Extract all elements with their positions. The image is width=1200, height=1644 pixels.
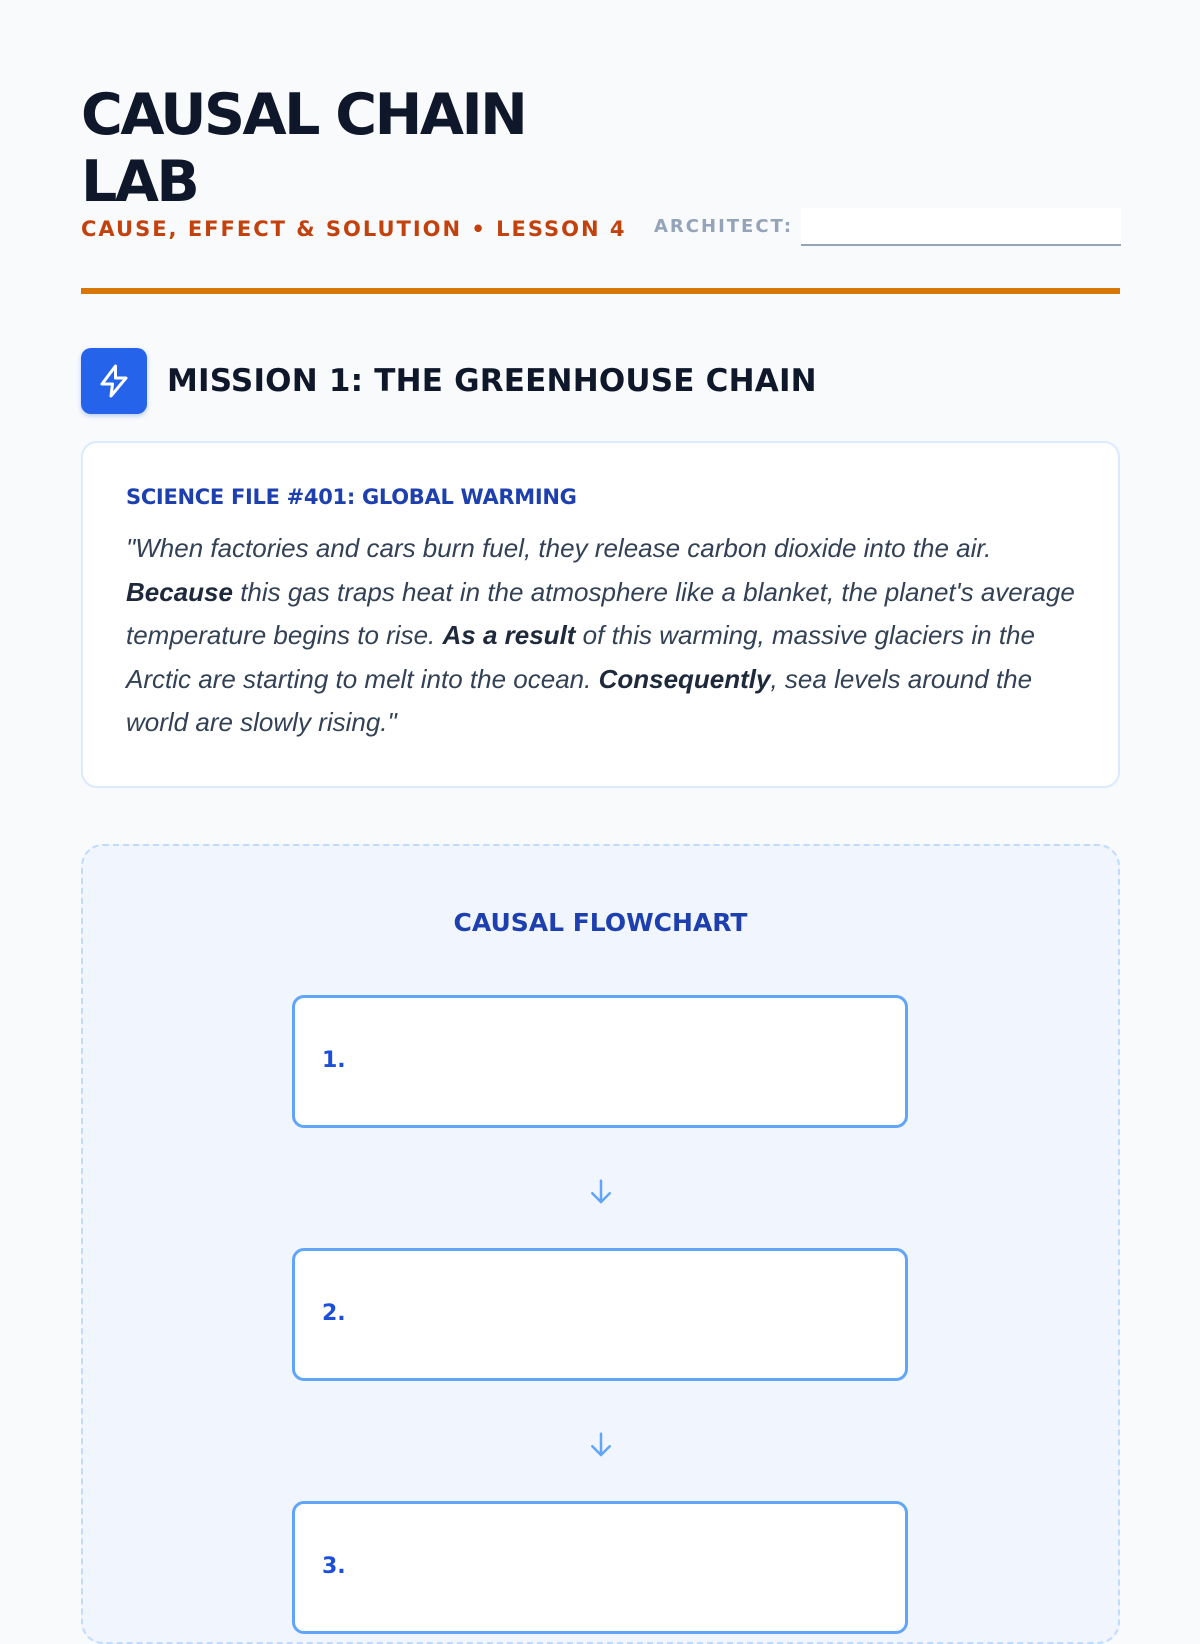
page-subtitle: CAUSE, EFFECT & SOLUTION • LESSON 4 [81,217,627,241]
causal-flowchart-panel [81,844,1120,1644]
science-file-text-part: of this warming, massive glaciers in the Arctic are starting to melt into the ocean. [126,620,1035,694]
step-2-input[interactable] [359,1281,883,1353]
architect-label: ARCHITECT: [654,216,794,237]
step-number: 3. [322,1554,346,1579]
page-title: CAUSAL CHAIN LAB [81,82,526,215]
architect-name-input[interactable] [801,208,1121,246]
flowchart-step-2 [292,1248,908,1381]
science-file-text-part: , sea levels around the world are slowly rising." [126,663,1033,737]
step-3-input[interactable] [359,1534,883,1606]
science-file-heading: SCIENCE FILE #401: GLOBAL WARMING [126,485,577,509]
lightning-bolt-icon [81,348,147,414]
worksheet-page [81,0,1120,1600]
science-file-keyword: Because [126,576,233,607]
header [81,0,1120,295]
flowchart-title: CAUSAL FLOWCHART [453,908,748,937]
science-file-text-part: "When factories and cars burn fuel, they release carbon dioxide into the air. [126,533,992,563]
science-file-text-part: this gas traps heat in the atmosphere like a blanket, the planet's average temperature begins to rise. [126,576,1075,650]
science-file-card [81,441,1120,788]
arrow-down-icon [586,1430,616,1460]
mission-title: MISSION 1: THE GREENHOUSE CHAIN [167,363,817,399]
flowchart-step-1 [292,995,908,1128]
flowchart-step-3 [292,1501,908,1634]
step-1-input[interactable] [359,1028,883,1100]
science-file-keyword: Consequently [598,663,771,694]
header-divider [81,288,1120,294]
science-file-keyword: As a result [442,620,576,650]
mission-header [81,348,817,414]
step-number: 2. [322,1301,346,1326]
arrow-down-icon [586,1177,616,1207]
step-number: 1. [322,1048,346,1073]
science-file-text [126,527,1076,745]
